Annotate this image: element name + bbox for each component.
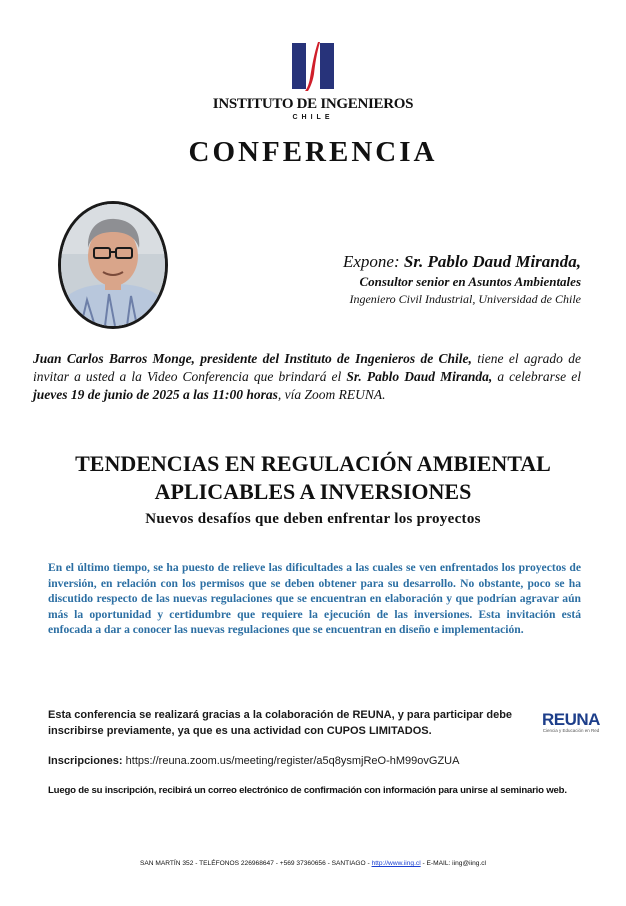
reuna-logo — [535, 711, 607, 739]
conference-heading: CONFERENCIA — [188, 136, 438, 168]
speaker-prefix: Expone: — [342, 252, 400, 271]
invitation-text-2: a celebrarse el — [492, 369, 581, 384]
speaker-education: Ingeniero Civil Industrial, Universidad de Chile — [349, 292, 581, 306]
collaboration-note: Esta conferencia se realizará gracias a la colaboración de REUNA, y para participar debe inscribirse previamente, ya que es una actividad con CUPOS LIMITADOS. — [48, 709, 513, 737]
speaker-name: Sr. Pablo Daud Miranda, — [403, 252, 581, 271]
registration-link[interactable]: https://reuna.zoom.us/meeting/register/a5q8ysmjReO-hM99ovGZUA — [125, 755, 460, 767]
footer — [0, 860, 626, 867]
speaker-role: Consultor senior en Asuntos Ambientales — [359, 274, 581, 289]
invitation-speaker: Sr. Pablo Daud Miranda, — [346, 369, 493, 384]
institute-logo — [0, 40, 626, 121]
talk-title-line-1: TENDENCIAS EN REGULACIÓN AMBIENTAL — [75, 451, 551, 476]
speaker-info — [343, 252, 581, 307]
registration-label: Inscripciones: — [48, 755, 123, 767]
footer-address: SAN MARTÍN 352 - TELÉFONOS 226968647 - +569 37360656 - SANTIAGO - — [139, 860, 372, 867]
talk-title — [0, 450, 626, 506]
invitation-host: Juan Carlos Barros Monge, presidente del Instituto de Ingenieros de Chile, — [33, 351, 472, 366]
talk-subtitle: Nuevos desafíos que deben enfrentar los proyectos — [145, 511, 481, 527]
talk-title-line-2: APLICABLES A INVERSIONES — [154, 479, 472, 504]
footer-website-link[interactable]: http://www.iing.cl — [371, 860, 421, 867]
registration-line — [48, 755, 459, 767]
reuna-logo-word: REUNA — [542, 710, 600, 729]
speaker-photo — [58, 201, 168, 329]
invitation-paragraph — [33, 350, 581, 404]
logo-country: CHILE — [292, 114, 334, 121]
footer-email: - E-MAIL: iing@iing.cl — [420, 860, 486, 867]
speaker-line — [343, 252, 581, 272]
reuna-logo-tagline: Ciencia y Educación en Red — [542, 728, 600, 733]
invitation-date: jueves 19 de junio de 2025 a las 11:00 horas — [33, 387, 278, 402]
institute-emblem-icon — [288, 40, 338, 92]
talk-description: En el último tiempo, se ha puesto de relieve las dificultades a las cuales se ven enfrentados los proyectos de inversión, en relación con los permisos que se deben obtener para su desarrollo. No obstante, poco se ha discutido respecto de las nuevas regulaciones que se encuentran en elaboración y que podrían agravar aún más la oportunidad y certidumbre que requiere la ejecución de las inversiones. Esta invitación está enfocada a dar a conocer las nuevas regulaciones que se encuentran en diseño e implementación. — [48, 561, 581, 637]
invitation-text-3: , vía Zoom REUNA. — [277, 387, 386, 402]
logo-institute-name: INSTITUTO DE INGENIEROS — [212, 96, 414, 112]
confirmation-note: Luego de su inscripción, recibirá un correo electrónico de confirmación con información para unirse al seminario web. — [48, 785, 567, 796]
invitation-text-1: tiene el agrado de invitar a usted a la Video Conferencia que brindará el — [33, 351, 581, 384]
